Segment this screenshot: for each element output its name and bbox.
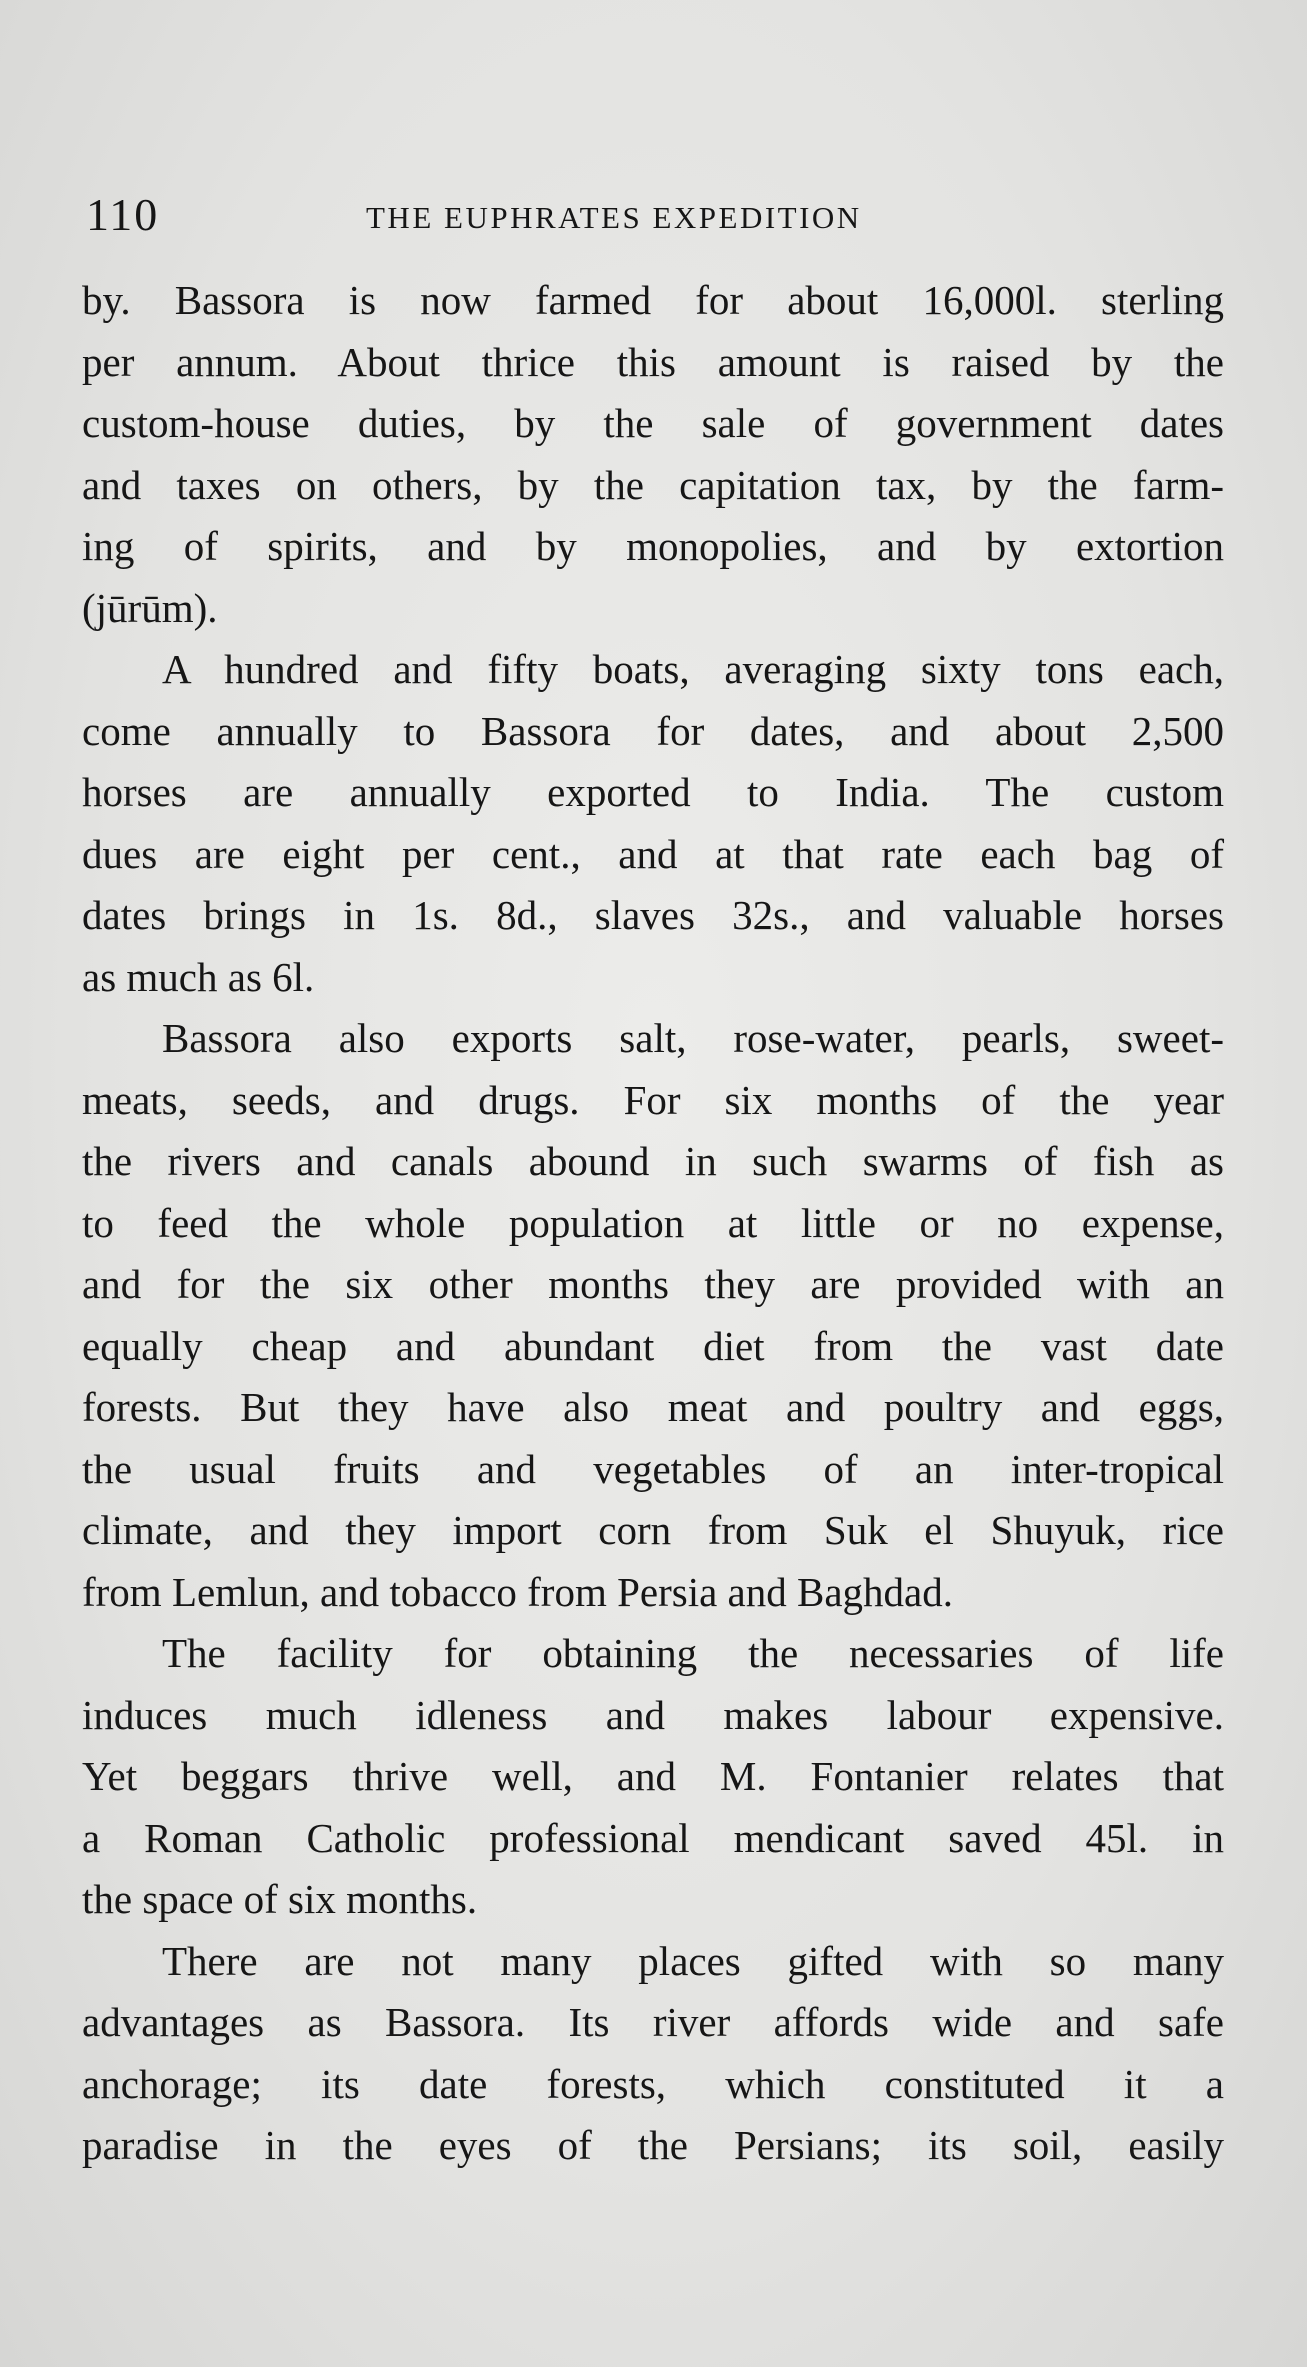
text-line: custom-house duties, by the sale of government dates: [82, 400, 1224, 446]
body-text: [82, 270, 1224, 2177]
text-line: (jūrūm).: [82, 584, 218, 631]
running-head: [86, 185, 1226, 245]
text-line: Yet beggars thrive well, and M. Fontanier relates that: [82, 1753, 1224, 1799]
text-line: from Lemlun, and tobacco from Persia and Baghdad.: [82, 1568, 953, 1615]
text-line: climate, and they import corn from Suk el Shuyuk, rice: [82, 1507, 1224, 1553]
running-title: THE EUPHRATES EXPEDITION: [366, 200, 862, 235]
text-line: by. Bassora is now farmed for about 16,000l. sterling: [82, 277, 1224, 323]
text-line: induces much idleness and makes labour expensive.: [82, 1691, 1224, 1738]
paragraph-first-line: Bassora also exports salt, rose-water, pearls, sweet-: [162, 1015, 1224, 1061]
text-line: anchorage; its date forests, which constituted it a: [82, 2060, 1224, 2107]
text-line: a Roman Catholic professional mendicant saved 45l. in: [82, 1814, 1224, 1861]
text-line: as much as 6l.: [82, 953, 315, 1000]
text-line: advantages as Bassora. Its river affords wide and safe: [82, 1999, 1224, 2045]
text-line: horses are annually exported to India. The custom: [82, 769, 1224, 815]
paragraph-first-line: A hundred and fifty boats, averaging sixty tons each,: [162, 646, 1224, 692]
text-line: and for the six other months they are provided with an: [82, 1261, 1224, 1307]
text-line: per annum. About thrice this amount is raised by the: [82, 338, 1224, 385]
paragraph-first-line: The facility for obtaining the necessaries of life: [162, 1630, 1224, 1676]
text-line: the usual fruits and vegetables of an inter-tropical: [82, 1445, 1224, 1492]
text-line: ing of spirits, and by monopolies, and by extortion: [82, 523, 1224, 569]
text-line: paradise in the eyes of the Persians; its soil, easily: [82, 2122, 1224, 2168]
text-line: dates brings in 1s. 8d., slaves 32s., and valuable horses: [82, 892, 1224, 938]
text-line: equally cheap and abundant diet from the vast date: [82, 1322, 1224, 1369]
text-line: forests. But they have also meat and poultry and eggs,: [82, 1384, 1224, 1430]
text-line: and taxes on others, by the capitation tax, by the farm-: [82, 461, 1224, 508]
text-line: the rivers and canals abound in such swarms of fish as: [82, 1138, 1224, 1184]
text-line: dues are eight per cent., and at that rate each bag of: [82, 830, 1224, 877]
page-number: 110: [86, 189, 160, 240]
text-line: meats, seeds, and drugs. For six months of the year: [82, 1076, 1224, 1123]
text-line: the space of six months.: [82, 1876, 478, 1922]
text-line: come annually to Bassora for dates, and about 2,500: [82, 707, 1224, 754]
paragraph-first-line: There are not many places gifted with so many: [162, 1937, 1224, 1984]
text-line: to feed the whole population at little or no expense,: [82, 1199, 1224, 1246]
